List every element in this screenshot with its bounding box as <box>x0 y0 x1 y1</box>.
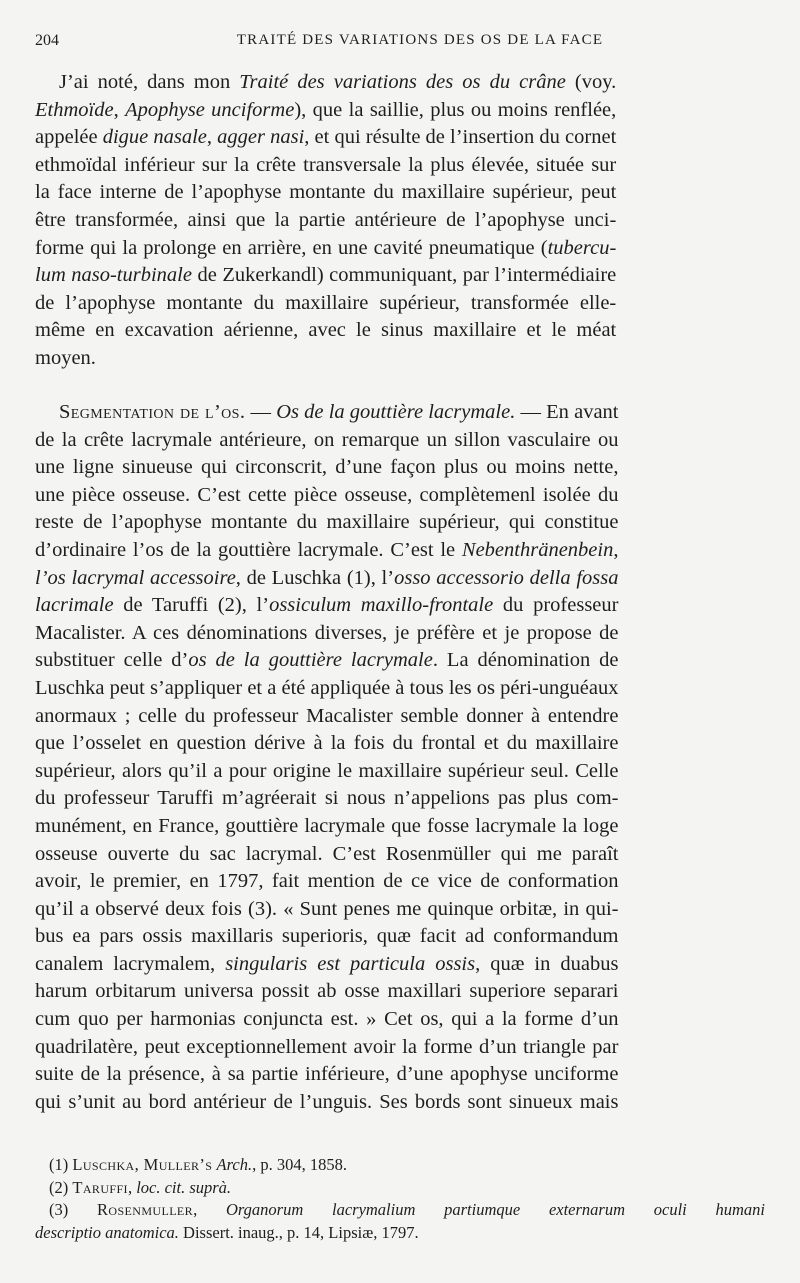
footnote-1: (1) Luschka, Muller’s Arch., p. 304, 1858. <box>49 1155 347 1174</box>
text-line: ethmoïdal inférieur sur la crête transversale la plus élevée, située sur <box>35 153 617 176</box>
text-line: lacrimale de Taruffi (2), l’ossiculum maxillo-frontale du professeur <box>35 594 619 617</box>
footnote-3: (3) Rosenmuller, Organorum lacrymalium partiumque externarum oculi humani <box>49 1200 765 1219</box>
text-line: quadrilatère, peut exceptionnellement avoir la forme d’un triangle par <box>35 1035 619 1058</box>
text-line: l’os lacrymal accessoire, de Luschka (1), l’osso accessorio della fossa <box>35 566 619 589</box>
text-line: harum orbitarum universa possit ab osse maxillari superiore separari <box>35 980 619 1003</box>
section-heading-line: Segmentation de l’os. — Os de la gouttière lacrymale. — En avant <box>59 401 619 423</box>
text-line: cum quo per harmonias conjuncta est. » Cet os, qui a la forme d’un <box>35 1008 619 1031</box>
section-heading: Segmentation de l’os. <box>59 401 246 423</box>
text-line: Ethmoïde, Apophyse unciforme), que la saillie, plus ou moins renflée, <box>35 98 617 121</box>
text-line: canalem lacrymalem, singularis est particula ossis, quæ in duabus <box>35 952 619 975</box>
text-line: Macalister. A ces dénominations diverses, je préfère et je propose de <box>35 621 619 644</box>
paragraph-2 <box>35 399 618 1116</box>
text-line: anormaux ; celle du professeur Macalister semble donner à entendre <box>35 704 619 727</box>
text-line: lum naso-turbinale de Zukerkandl) communiquant, par l’intermédiaire <box>35 264 617 287</box>
text-line: qui s’unit au bord antérieur de l’unguis. Ses bords sont sinueux mais <box>35 1090 619 1113</box>
footnote-2: (2) Taruffi, loc. cit. suprà. <box>49 1177 232 1197</box>
text-line: une ligne sinueuse qui circonscrit, d’une façon plus ou moins nette, <box>35 456 619 479</box>
text-line: reste de l’apophyse montante du maxillaire supérieur, qui constitue <box>35 511 619 534</box>
text-line: que l’osselet en question dérive à la fois du frontal et du maxillaire <box>35 732 619 755</box>
text-line: Luschka peut s’appliquer et a été appliquée à tous les os péri-unguéaux <box>35 676 619 699</box>
text-line: munément, en France, gouttière lacrymale que fosse lacrymale la loge <box>35 814 619 837</box>
footnotes <box>35 1154 765 1244</box>
text-line: supérieur, alors qu’il a pour origine le maxillaire supérieur seul. Celle <box>35 759 619 782</box>
page-number: 204 <box>35 32 59 49</box>
paragraph-1 <box>35 69 616 373</box>
text-line: bus ea pars ossis maxillaris superioris, quæ facit ad conformandum <box>35 925 619 948</box>
text-line: de la crête lacrymale antérieure, on remarque un sillon vasculaire ou <box>35 428 619 451</box>
text-line: d’ordinaire l’os de la gouttière lacrymale. C’est le Nebenthränenbein, <box>35 538 619 561</box>
text-line: la face interne de l’apophyse montante du maxillaire supérieur, peut <box>35 181 617 204</box>
text-line: du professeur Taruffi m’agréerait si nous n’appelions pas plus com- <box>35 787 619 810</box>
text-line: même en excavation aérienne, avec le sinus maxillaire et le méat <box>35 319 617 342</box>
text-line: substituer celle d’os de la gouttière lacrymale. La dénomination de <box>35 649 619 672</box>
text-line: forme qui la prolonge en arrière, en une cavité pneumatique (tubercu- <box>35 236 617 259</box>
text-line: de l’apophyse montante du maxillaire supérieur, transformée elle- <box>35 291 617 314</box>
section-subtitle: Os de la gouttière lacrymale. <box>276 401 516 423</box>
text-line: avoir, le premier, en 1797, fait mention de ce vice de conformation <box>35 870 619 893</box>
text-line: moyen. <box>35 346 96 369</box>
text-line: qu’il a observé deux fois (3). « Sunt penes me quinque orbitæ, in qui- <box>35 897 619 920</box>
text-line: être transformée, ainsi que la partie antérieure de l’apophyse unci- <box>35 208 617 231</box>
text-line: appelée digue nasale, agger nasi, et qui résulte de l’insertion du cornet <box>35 126 617 149</box>
text-line: J’ai noté, dans mon Traité des variations des os du crâne (voy. <box>59 71 617 93</box>
text-line: osseuse ouverte du sac lacrymal. C’est Rosenmüller qui me paraît <box>35 842 619 865</box>
running-title: TRAITÉ DES VARIATIONS DES OS DE LA FACE <box>236 32 604 48</box>
text-line: suite de la présence, à sa partie inférieure, d’une apophyse unciforme <box>35 1063 619 1086</box>
text-line: une pièce osseuse. C’est cette pièce osseuse, complètemenl isolée du <box>35 483 619 506</box>
footnote-3-continuation: descriptio anatomica. Dissert. inaug., p. 14, Lipsiæ, 1797. <box>35 1222 419 1242</box>
page-header <box>35 32 765 52</box>
